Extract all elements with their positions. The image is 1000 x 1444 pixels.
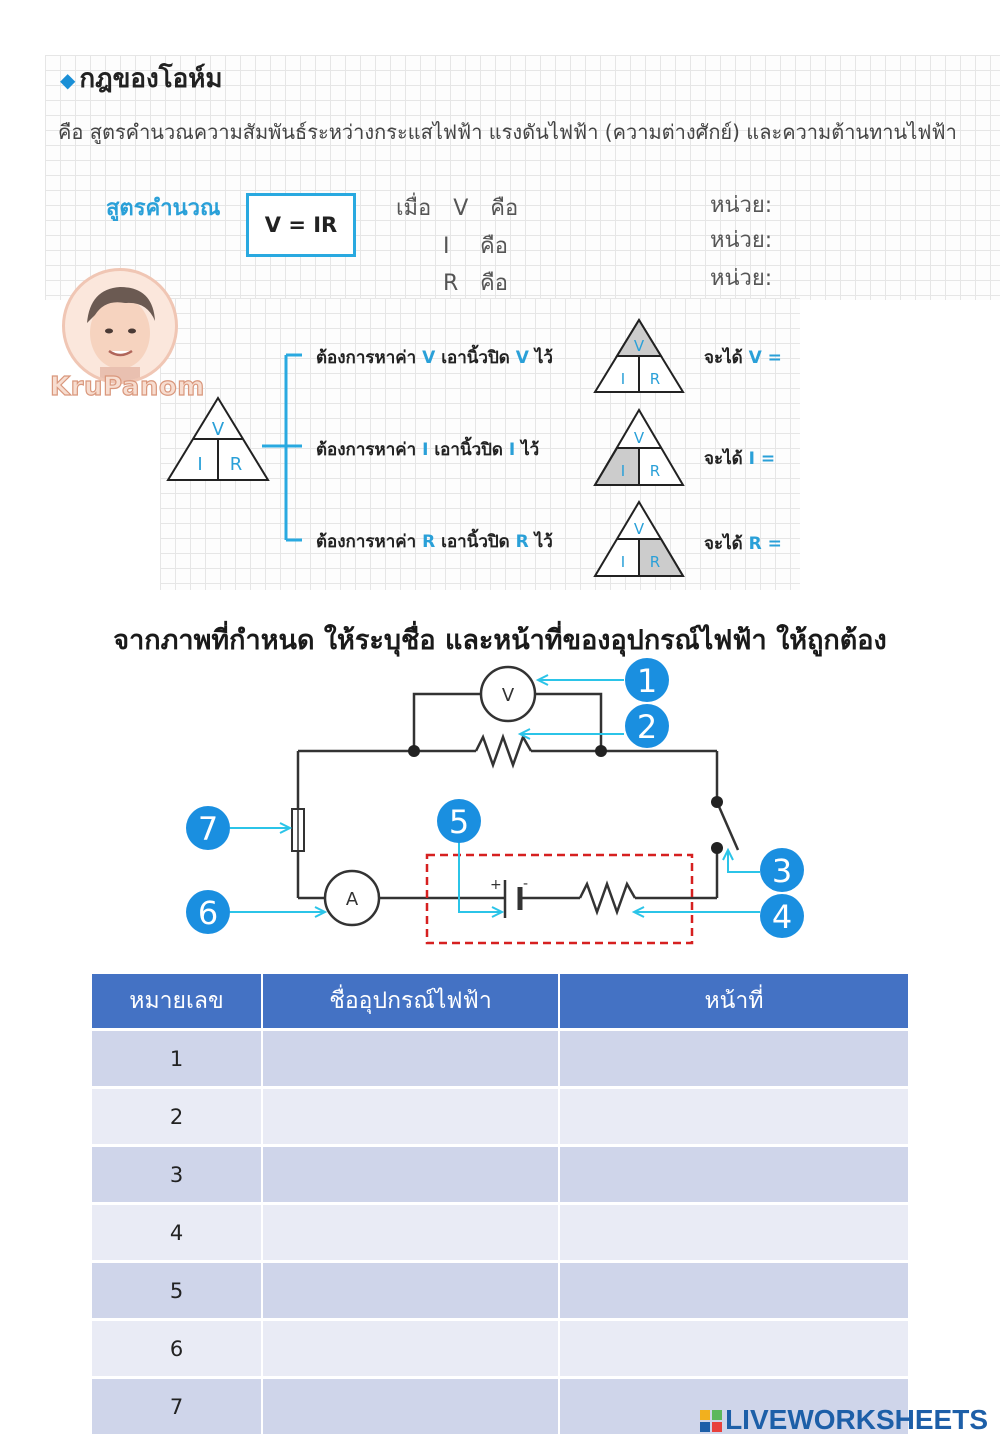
row-number: 3 bbox=[92, 1147, 263, 1205]
avatar-face-icon bbox=[65, 271, 175, 381]
rule-label-i: ต้องการหาค่า I เอานิ้วปิด I ไว้ bbox=[316, 440, 540, 460]
variable-row-r: R คือ bbox=[443, 271, 508, 296]
header-number: หมายเลข bbox=[92, 974, 263, 1031]
device-function-input[interactable] bbox=[560, 1263, 908, 1321]
callout-4 bbox=[760, 894, 804, 938]
svg-text:6: 6 bbox=[197, 894, 219, 932]
circuit-diagram bbox=[0, 650, 1000, 960]
variable-row-i: I คือ bbox=[443, 234, 508, 259]
device-name-input[interactable] bbox=[263, 1147, 560, 1205]
liveworksheets-logo-icon bbox=[700, 1410, 722, 1432]
svg-text:V: V bbox=[633, 520, 645, 538]
callout-7 bbox=[186, 806, 230, 850]
bracket-connector bbox=[262, 355, 302, 540]
section-heading: ◆ กฎของโอห์ม bbox=[60, 64, 223, 94]
svg-text:4: 4 bbox=[771, 898, 793, 936]
voltmeter-icon bbox=[481, 667, 535, 721]
triangle-cover-v bbox=[595, 320, 683, 392]
callout-1 bbox=[625, 658, 669, 702]
callout-5 bbox=[437, 799, 481, 843]
header-function: หน้าที่ bbox=[560, 974, 908, 1031]
fuse-icon bbox=[292, 809, 304, 851]
rule-label-v: ต้องการหาค่า V เอานิ้วปิด V ไว้ bbox=[316, 348, 553, 368]
device-name-input[interactable] bbox=[263, 1089, 560, 1147]
svg-text:5: 5 bbox=[448, 803, 470, 841]
table-row bbox=[92, 1031, 908, 1089]
table-row bbox=[92, 1321, 908, 1379]
avatar-name: KruPanom bbox=[50, 372, 205, 402]
row-number: 4 bbox=[92, 1205, 263, 1263]
callout-3 bbox=[760, 848, 804, 892]
svg-text:V: V bbox=[633, 337, 645, 355]
callout-2 bbox=[625, 704, 669, 748]
header-device-name: ชื่ออุปกรณ์ไฟฟ้า bbox=[263, 974, 560, 1031]
table-row bbox=[92, 1147, 908, 1205]
device-function-input[interactable] bbox=[560, 1205, 908, 1263]
svg-text:A: A bbox=[345, 889, 359, 910]
answer-table bbox=[92, 974, 908, 1437]
result-label-r: จะได้ R = bbox=[704, 534, 782, 554]
row-number: 1 bbox=[92, 1031, 263, 1089]
svg-text:I: I bbox=[620, 553, 626, 571]
svg-text:I: I bbox=[620, 462, 626, 480]
diamond-bullet-icon: ◆ bbox=[60, 68, 76, 92]
main-triangle-v: V bbox=[211, 419, 225, 440]
device-function-input[interactable] bbox=[560, 1089, 908, 1147]
svg-text:V: V bbox=[633, 429, 645, 447]
main-triangle-i: I bbox=[197, 454, 203, 475]
table-row bbox=[92, 1205, 908, 1263]
svg-text:1: 1 bbox=[636, 662, 658, 700]
table-row bbox=[92, 1089, 908, 1147]
result-label-i: จะได้ I = bbox=[704, 449, 776, 469]
row-number: 5 bbox=[92, 1263, 263, 1321]
svg-text:V: V bbox=[501, 685, 515, 706]
callout-6 bbox=[186, 890, 230, 934]
liveworksheets-logo: LIVEWORKSHEETS bbox=[700, 1404, 988, 1436]
ohm-description: คือ สูตรคำนวณความสัมพันธ์ระหว่างกระแสไฟฟ้า แรงดันไฟฟ้า (ความต่างศักย์) และความต้านทานไฟฟ้า bbox=[58, 120, 957, 144]
table-header-row bbox=[92, 974, 908, 1031]
device-name-input[interactable] bbox=[263, 1321, 560, 1379]
device-function-input[interactable] bbox=[560, 1321, 908, 1379]
device-function-input[interactable] bbox=[560, 1147, 908, 1205]
variable-row-v: เมื่อ V คือ bbox=[396, 196, 519, 221]
triangle-cover-r bbox=[595, 502, 683, 576]
row-number: 7 bbox=[92, 1379, 263, 1437]
result-label-v: จะได้ V = bbox=[704, 348, 782, 368]
svg-text:-: - bbox=[523, 876, 529, 892]
ammeter-icon bbox=[325, 871, 379, 925]
svg-text:+: + bbox=[490, 877, 502, 893]
svg-text:3: 3 bbox=[771, 852, 793, 890]
device-name-input[interactable] bbox=[263, 1205, 560, 1263]
device-name-input[interactable] bbox=[263, 1379, 560, 1437]
svg-text:I: I bbox=[620, 370, 626, 388]
svg-text:R: R bbox=[649, 462, 661, 480]
triangle-cover-i bbox=[595, 410, 683, 485]
svg-text:R: R bbox=[649, 370, 661, 388]
svg-text:R: R bbox=[649, 553, 661, 571]
svg-text:2: 2 bbox=[636, 708, 658, 746]
table-row bbox=[92, 1263, 908, 1321]
unit-label-i: หน่วย: bbox=[710, 228, 773, 253]
device-name-input[interactable] bbox=[263, 1031, 560, 1089]
row-number: 2 bbox=[92, 1089, 263, 1147]
svg-text:7: 7 bbox=[197, 810, 219, 848]
row-number: 6 bbox=[92, 1321, 263, 1379]
formula-box: V = IR bbox=[246, 193, 356, 257]
device-function-input[interactable] bbox=[560, 1031, 908, 1089]
rule-label-r: ต้องการหาค่า R เอานิ้วปิด R ไว้ bbox=[316, 532, 553, 552]
instruction-title: จากภาพที่กำหนด ให้ระบุชื่อ และหน้าที่ของอุปกรณ์ไฟฟ้า ให้ถูกต้อง bbox=[113, 625, 887, 656]
main-triangle-r: R bbox=[229, 454, 243, 475]
unit-label-r: หน่วย: bbox=[710, 266, 773, 291]
device-name-input[interactable] bbox=[263, 1263, 560, 1321]
formula-label: สูตรคำนวณ bbox=[106, 196, 221, 221]
unit-label-v: หน่วย: bbox=[710, 193, 773, 218]
